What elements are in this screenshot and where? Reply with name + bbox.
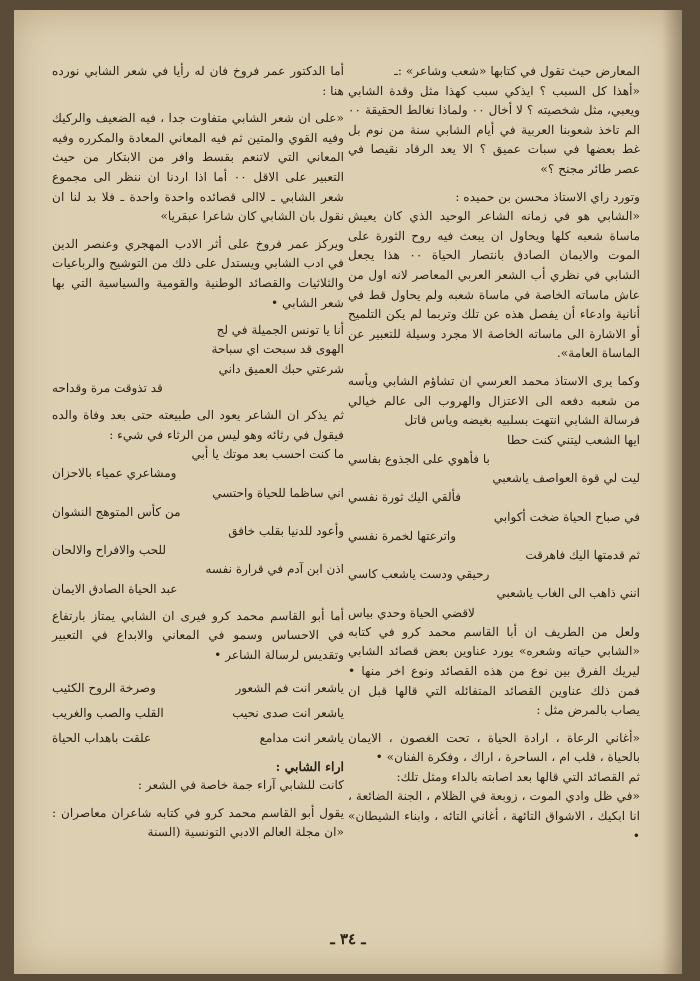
paragraph: يقول أبو القاسم محمد كرو في كتابه شاعران معاصران : «ان مجلة العالم الادبي التونسية (السنة [52,805,344,840]
verse-line: اني ساظما للحياة واحتسي [212,485,344,500]
paragraph: ثم القصائد التي قالها بعد اصابته بالداء ومثل تلك: [396,769,640,784]
verse-line: لاقضي الحياة وحدي بياس [348,605,475,620]
verse-line: عبد الحياة الصادق الايمان [52,581,178,596]
verse-pair [52,676,344,701]
verse-line: للحب والافراح والالحان [52,543,167,558]
paragraph: «أهذا كل السبب ؟ ايذكي سبب كهذا مثل وقدة الشابي ويعبي، مثل شخصيته ؟ لا أخال ٠٠ ولماذا نغالط الحقيقة ٠٠ الم تاخذ شعوبنا العربية في أيام الشابي سنة من نوم بل غط بعضها في سبات عميق ؟ الا يعد الرقاد نقيصا في عصر طائر مجنح ؟» [348,83,640,176]
paragraph-gap [52,398,344,406]
verse-pair [52,701,344,726]
verse-line: ليت لي قوة العواصف ياشعبي [492,471,640,486]
paragraph: ولعل من الطريف ان أبا القاسم محمد كرو في كتابه «الشابي حياته وشعره» يورد عناوين بعض قصائد الشابي ليريك الفرق بين نوع من هذه القصائد ونوع اخر منها • فمن ذلك عناوين القصائد المتفائله التي قالها قبل ان يصاب بالمرض مثل : [348,624,640,718]
paragraph: «في ظل وادي الموت ، زوبعة في الظلام ، الجنة الضائعة ، انا ابكيك ، الاشواق التائهة ، أغاني التائه ، وابناء الشيطان» • [348,789,640,843]
verse-hemistich-first: ياشعر انت مدامع [259,730,344,745]
verse-hemistich-first: ياشعر انت صدى نحيب [232,705,344,720]
paragraph: المعارض حيث تقول في كتابها «شعب وشاعر» :ـ [394,64,640,78]
verse-pair [52,726,344,751]
paragraph-gap [52,101,344,109]
verse-pairs [52,676,344,751]
verse-line: رحيقي ودست ياشعب كاسي [348,567,490,582]
paragraph-gap [52,796,344,804]
verse-line: الهوى قد سبحت اي سباحة [211,342,344,357]
verse-hemistich-first: ياشعر انت فم الشعور [235,680,344,695]
verse-line: ايها الشعب ليتني كنت حطا [507,432,640,447]
left-column [52,62,344,843]
right-column [348,62,640,846]
page-number: ـ ٣٤ ـ [330,930,366,948]
paragraph-gap [348,721,640,729]
verse-line: من كأس المتوهج النشوان [52,504,181,519]
verse-line: قد تذوقت مرة وقداحه [52,380,163,395]
verse-hemistich-second: علقت باهداب الحياة [52,730,152,745]
paragraph: وكما يرى الاستاذ محمد العرسي ان تشاؤم الشابي ويأسه من شعبه دفعه الى الاعتزال والهروب الى عالم خيالي فرسالة الشابي انتهت بسلبيه بغيضه وياس قاتل [348,373,640,428]
verse-line: انني ذاهب الى الغاب ياشعبي [496,586,640,601]
verse-line: با فأهوي على الجذوع بفاسي [348,451,490,466]
paragraph-gap [348,364,640,372]
verse-line: فألقي اليك ثورة نفسي [348,490,462,505]
page-binding-shadow [662,10,682,974]
paragraph: «أغاني الرعاة ، ارادة الحياة ، تحت الغصون ، الايمان بالحياة ، قلب ام ، الساحرة ، اراك ، وفكرة الفنان» • [348,730,640,765]
paragraph: «على ان شعر الشابي متفاوت جدا ، فيه الضعيف والركيك وفيه القوي والمتين ثم فيه المعاني المعادة والمكرره وفيه المعاني التي لاتنعم بقسط وافر من الابتكار من حيث التعبير على الاقل ٠٠ أما اذا اردنا ان ننظر الى مجموع شعر الشابي ـ لاالى قصائده واحدة واحدة ـ فلا بد لنا ان نقول بان الشابي كان شاعرا عبقريا» [52,111,344,224]
verse-line: في صباح الحياة ضخت أكوابي [493,509,640,524]
verse-hemistich-second: القلب والصب والغريب [52,705,164,720]
paragraph: وتورد راي الاستاذ محسن بن حميده : [455,189,640,204]
verse-line: ومشاعري عمياء بالاحزان [52,466,177,481]
paragraph: أما الدكتور عمر فروخ فان له رأيا في شعر الشابي نورده هنا : [52,64,344,98]
paragraph-gap [348,180,640,188]
verse-line: وأعود للدنيا بقلب خافق [228,523,344,538]
verse-line: اذن ابن آدم في قرارة نفسه [205,562,344,577]
left-column-upper [52,62,344,666]
paragraph: «الشابي هو في زمانه الشاعر الوحيد الذي كان يعيش ماساة شعبه كلها ويحاول ان يبعث فيه روح الثورة على الموت والايمان الصادق بانتصار الحياة ٠٠ هذا يجعل الشابي في نظري أب الشعر العربي المعاصر لانه اول من عاش ماساته الخاصة في ماساة شعبه ولم يحاول قط في أنانية وادعاء أن يفصل هذه عن تلك وتربما لم يكن التلميح أو الاشارة الى ماساته الخاصة الا مجرد وسيلة للتعبير عن الماساة العامة». [348,209,640,361]
document-page [14,10,682,974]
paragraph: ثم يذكر ان الشاعر يعود الى طبيعته حتى بعد وفاة والده فيقول في رثائه وهو ليس من الرثاء في شيء : [52,407,344,442]
section-heading: اراء الشابي : [275,758,344,774]
left-column-lower [52,776,344,843]
paragraph: أما أبو القاسم محمد كرو فيرى ان الشابي يمتاز بارتفاع في الاحساس وسمو في المعاني والابداع في التعبير وتقديس لرسالة الشاعر • [52,608,344,662]
verse-line: شرعتي حبك العميق داني [218,361,344,376]
verse-line: أنا يا تونس الجميلة في لج [216,323,344,338]
paragraph-gap [52,599,344,607]
verse-line: واترعتها لخمرة نفسي [348,528,457,543]
paragraph: كانت للشابي آراء جمة خاصة في الشعر : [137,778,344,793]
paragraph-gap [52,313,344,321]
paragraph: ويركز عمر فروخ على أثر الادب المهجري وعنصر الدين في ادب الشابي ويستدل على ذلك من التوشيح والرباعيات والثلاثيات والقصائد الوطنية والقومية والسياسية التي بها شعر الشابي • [52,236,344,310]
paragraph-gap [52,227,344,235]
verse-line: ما كنت احسب بعد موتك يا أبي [191,447,344,462]
verse-line: ثم قدمتها اليك فاهرقت [525,547,640,562]
verse-hemistich-second: وصرخة الروح الكئيب [52,680,156,695]
